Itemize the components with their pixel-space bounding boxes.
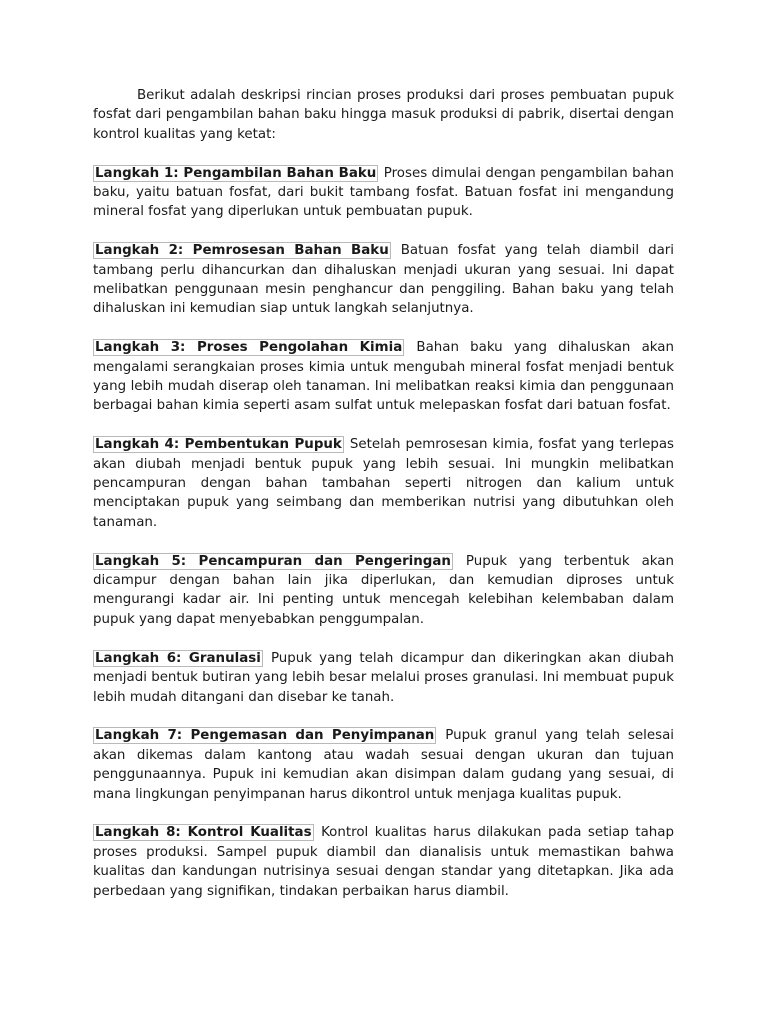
step-4-paragraph [93, 435, 674, 532]
step-2-body: Batuan fosfat yang telah diambil dari tambang perlu dihancurkan dan dihaluskan menjadi ukuran yang sesuai. Ini dapat melibatkan penggunaan mesin penghancur dan penggiling. Bahan baku yang telah dihaluskan ini kemudian siap untuk langkah selanjutnya. [93, 243, 674, 317]
step-6-title: Langkah 6: Granulasi [95, 650, 261, 666]
step-1-paragraph [93, 164, 674, 222]
step-8-title: Langkah 8: Kontrol Kualitas [95, 825, 312, 841]
step-5-body: Pupuk yang terbentuk akan dicampur dengan bahan lain jika diperlukan, dan kemudian diproses untuk mengurangi kadar air. Ini penting untuk mencegah kelebihan kelembaban dalam pupuk yang dapat menyebabkan penggumpalan. [93, 553, 674, 627]
step-1-title: Langkah 1: Pengambilan Bahan Baku [95, 165, 377, 181]
step-2-paragraph [93, 241, 674, 319]
step-7-paragraph [93, 726, 674, 804]
document-page [93, 86, 674, 920]
step-4-title: Langkah 4: Pembentukan Pupuk [95, 437, 342, 453]
step-3-title: Langkah 3: Proses Pengolahan Kimia [95, 340, 403, 356]
step-5-title: Langkah 5: Pencampuran dan Pengeringan [95, 553, 451, 569]
step-5-paragraph [93, 552, 674, 630]
intro-paragraph: Berikut adalah deskripsi rincian proses produksi dari proses pembuatan pupuk fosfat dari pengambilan bahan baku hingga masuk produksi di pabrik, disertai dengan kontrol kualitas yang ketat: [93, 88, 674, 142]
step-7-title: Langkah 7: Pengemasan dan Penyimpanan [95, 728, 435, 744]
step-3-paragraph [93, 338, 674, 416]
step-7-body: Pupuk granul yang telah selesai akan dikemas dalam kantong atau wadah sesuai dengan ukuran dan tujuan penggunaannya. Pupuk ini kemudian akan disimpan dalam gudang yang sesuai, di mana lingkungan penyimpanan harus dikontrol untuk menjaga kualitas pupuk. [93, 728, 675, 802]
step-4-body: Setelah pemrosesan kimia, fosfat yang terlepas akan diubah menjadi bentuk pupuk yang lebih sesuai. Ini mungkin melibatkan pencampuran dengan bahan tambahan seperti nitrogen dan kalium untuk menciptakan pupuk yang seimbang dan memberikan nutrisi yang dibutuhkan oleh tanaman. [93, 437, 674, 530]
step-8-body: Kontrol kualitas harus dilakukan pada setiap tahap proses produksi. Sampel pupuk diambil dan dianalisis untuk memastikan bahwa kualitas dan kandungan nutrisinya sesuai dengan standar yang ditetapkan. Jika ada perbedaan yang signifikan, tindakan perbaikan harus diambil. [93, 825, 674, 899]
step-8-paragraph [93, 823, 674, 901]
step-2-title: Langkah 2: Pemrosesan Bahan Baku [95, 243, 389, 259]
step-1-body: Proses dimulai dengan pengambilan bahan baku, yaitu batuan fosfat, dari bukit tambang fosfat. Batuan fosfat ini mengandung mineral fosfat yang diperlukan untuk pembuatan pupuk. [93, 165, 674, 220]
step-6-paragraph [93, 649, 674, 707]
step-3-body: Bahan baku yang dihaluskan akan mengalami serangkaian proses kimia untuk mengubah mineral fosfat menjadi bentuk yang lebih mudah diserap oleh tanaman. Ini melibatkan reaksi kimia dan penggunaan berbagai bahan kimia seperti asam sulfat untuk melepaskan fosfat dari batuan fosfat. [93, 340, 674, 414]
step-6-body: Pupuk yang telah dicampur dan dikeringkan akan diubah menjadi bentuk butiran yang lebih besar melalui proses granulasi. Ini membuat pupuk lebih mudah ditangani dan disebar ke tanah. [93, 650, 674, 705]
